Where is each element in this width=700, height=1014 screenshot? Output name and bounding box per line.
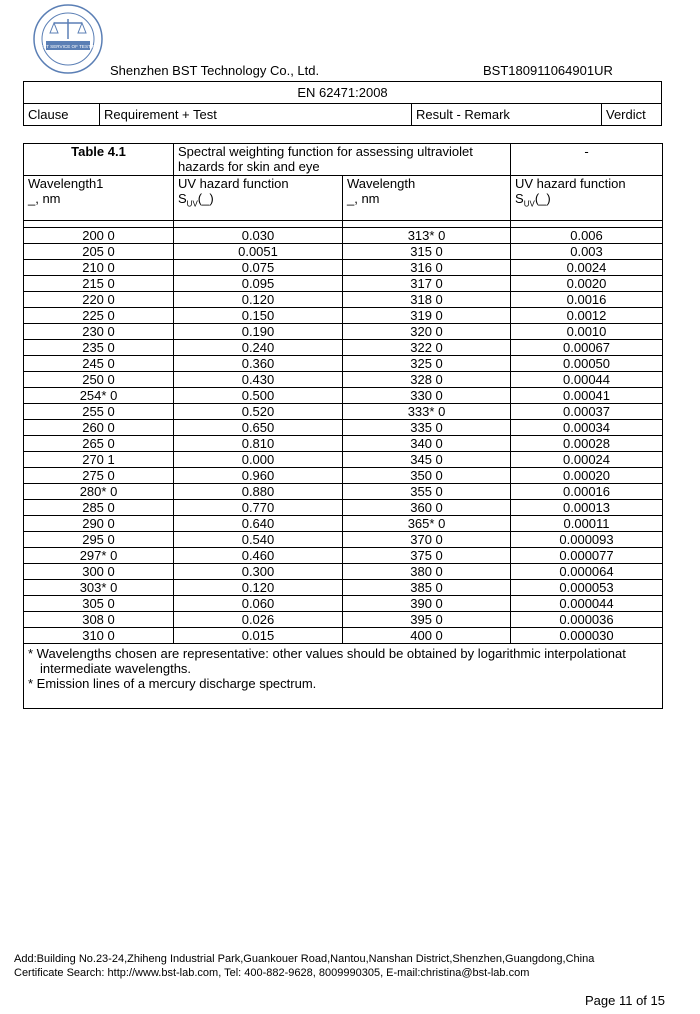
header-uv-hazard-2: UV hazard function $S_{UV}(\_)$ [511, 176, 663, 221]
table-row [24, 484, 663, 500]
table-row [24, 356, 663, 372]
company-name: Shenzhen BST Technology Co., Ltd. [110, 63, 320, 78]
table-cell: 0.810 [174, 436, 343, 452]
report-number: BST180911064901UR [483, 63, 613, 78]
table-cell: 275 0 [24, 468, 174, 484]
table-row [24, 292, 663, 308]
table-cell: 230 0 [24, 324, 174, 340]
svg-text:BEST SERVICE OF TESTING: BEST SERVICE OF TESTING [36, 44, 100, 49]
table-cell: 0.075 [174, 260, 343, 276]
table-cell: 0.000093 [511, 532, 663, 548]
table-cell: 210 0 [24, 260, 174, 276]
table-row [24, 404, 663, 420]
table-cell: 0.000044 [511, 596, 663, 612]
table-cell: 0.500 [174, 388, 343, 404]
table-cell: 395 0 [343, 612, 511, 628]
table-cell: 385 0 [343, 580, 511, 596]
standard-title: EN 62471:2008 [24, 82, 662, 104]
table-cell: 0.095 [174, 276, 343, 292]
table-cell: 280* 0 [24, 484, 174, 500]
table-cell: 215 0 [24, 276, 174, 292]
report-header-table [23, 81, 662, 126]
table-cell: 370 0 [343, 532, 511, 548]
footer-contact: Certificate Search: http://www.bst-lab.com, Tel: 400-882-9628, 8009990305, E-mail:christina@bst-lab.com [14, 967, 530, 979]
table-cell: 333* 0 [343, 404, 511, 420]
table-cell: 380 0 [343, 564, 511, 580]
table-row [24, 228, 663, 244]
page-number: Page 11 of 15 [585, 993, 665, 1008]
table-cell: 390 0 [343, 596, 511, 612]
table-cell: 400 0 [343, 628, 511, 644]
table-cell: 0.0051 [174, 244, 343, 260]
table-row [24, 612, 663, 628]
table-cell: 355 0 [343, 484, 511, 500]
table-cell: 0.000077 [511, 548, 663, 564]
table-row [24, 340, 663, 356]
table-cell: 360 0 [343, 500, 511, 516]
table-row [24, 532, 663, 548]
table-row [24, 564, 663, 580]
table-cell: 220 0 [24, 292, 174, 308]
table-cell: 297* 0 [24, 548, 174, 564]
table-cell: 295 0 [24, 532, 174, 548]
table-cell: 340 0 [343, 436, 511, 452]
table-cell: 0.00034 [511, 420, 663, 436]
table-cell: 0.00016 [511, 484, 663, 500]
table-cell: 0.00037 [511, 404, 663, 420]
table-row [24, 516, 663, 532]
table-cell: 0.540 [174, 532, 343, 548]
table-cell: 0.006 [511, 228, 663, 244]
table-row [24, 596, 663, 612]
table-cell: 303* 0 [24, 580, 174, 596]
table-row [24, 580, 663, 596]
table-label: Table 4.1 [24, 144, 174, 176]
table-cell: 315 0 [343, 244, 511, 260]
col-requirement: Requirement + Test [100, 104, 412, 126]
footer [14, 952, 594, 980]
table-cell: 313* 0 [343, 228, 511, 244]
table-row [24, 276, 663, 292]
table-cell: 0.00024 [511, 452, 663, 468]
table-cell: 0.060 [174, 596, 343, 612]
table-cell: 0.00050 [511, 356, 663, 372]
table-row [24, 260, 663, 276]
table-cell: 0.120 [174, 580, 343, 596]
table-cell: 205 0 [24, 244, 174, 260]
col-result: Result - Remark [412, 104, 602, 126]
company-logo [32, 3, 104, 75]
table-row [24, 308, 663, 324]
table-cell: 0.0024 [511, 260, 663, 276]
table-cell: 0.150 [174, 308, 343, 324]
table-cell: 254* 0 [24, 388, 174, 404]
table-cell: 0.00020 [511, 468, 663, 484]
table-cell: 0.000036 [511, 612, 663, 628]
header-uv-hazard-1: UV hazard function $S_{UV}(\_)$ [174, 176, 343, 221]
table-cell: 225 0 [24, 308, 174, 324]
table-notes: * Wavelengths chosen are representative: other values should be obtained by logarithmic interpolationat intermediate wavelengths. * Emission lines of a mercury discharge spectrum. [24, 644, 663, 709]
table-cell: 255 0 [24, 404, 174, 420]
table-cell: 308 0 [24, 612, 174, 628]
table-cell: 345 0 [343, 452, 511, 468]
table-cell: 0.00011 [511, 516, 663, 532]
table-cell: 0.026 [174, 612, 343, 628]
table-cell: 0.000064 [511, 564, 663, 580]
col-clause: Clause [24, 104, 100, 126]
table-cell: 0.00013 [511, 500, 663, 516]
table-cell: 250 0 [24, 372, 174, 388]
table-cell: 0.015 [174, 628, 343, 644]
table-cell: 0.000030 [511, 628, 663, 644]
table-cell: 0.770 [174, 500, 343, 516]
table-row [24, 628, 663, 644]
table-cell: 290 0 [24, 516, 174, 532]
table-cell: 0.000053 [511, 580, 663, 596]
footer-address: Add:Building No.23-24,Zhiheng Industrial Park,Guankouer Road,Nantou,Nanshan District,Shenzhen,Guangdong,China [14, 953, 595, 965]
table-cell: 316 0 [343, 260, 511, 276]
table-cell: 260 0 [24, 420, 174, 436]
table-cell: 0.300 [174, 564, 343, 580]
table-cell: 375 0 [343, 548, 511, 564]
table-verdict: - [511, 144, 663, 176]
table-title: Spectral weighting function for assessing ultraviolet hazards for skin and eye [174, 144, 511, 176]
table-row [24, 500, 663, 516]
table-cell: 0.520 [174, 404, 343, 420]
table-cell: 0.0016 [511, 292, 663, 308]
table-row [24, 452, 663, 468]
table-cell: 0.00044 [511, 372, 663, 388]
table-cell: 0.0020 [511, 276, 663, 292]
table-cell: 0.003 [511, 244, 663, 260]
table-row [24, 388, 663, 404]
table-cell: 265 0 [24, 436, 174, 452]
header-wavelength-1: Wavelength1 _, nm [24, 176, 174, 221]
table-cell: 0.430 [174, 372, 343, 388]
table-cell: 310 0 [24, 628, 174, 644]
table-cell: 0.00028 [511, 436, 663, 452]
table-cell: 245 0 [24, 356, 174, 372]
table-cell: 0.030 [174, 228, 343, 244]
table-cell: 0.000 [174, 452, 343, 468]
table-cell: 285 0 [24, 500, 174, 516]
table-cell: 319 0 [343, 308, 511, 324]
table-cell: 318 0 [343, 292, 511, 308]
table-row [24, 548, 663, 564]
table-row [24, 468, 663, 484]
table-cell: 0.190 [174, 324, 343, 340]
table-cell: 0.0010 [511, 324, 663, 340]
table-cell: 365* 0 [343, 516, 511, 532]
table-cell: 0.640 [174, 516, 343, 532]
table-cell: 0.00041 [511, 388, 663, 404]
table-cell: 0.650 [174, 420, 343, 436]
table-cell: 350 0 [343, 468, 511, 484]
table-cell: 320 0 [343, 324, 511, 340]
table-cell: 325 0 [343, 356, 511, 372]
table-row [24, 324, 663, 340]
table-cell: 328 0 [343, 372, 511, 388]
table-cell: 0.360 [174, 356, 343, 372]
table-cell: 305 0 [24, 596, 174, 612]
table-cell: 235 0 [24, 340, 174, 356]
table-cell: 335 0 [343, 420, 511, 436]
table-cell: 0.240 [174, 340, 343, 356]
table-cell: 330 0 [343, 388, 511, 404]
table-cell: 0.460 [174, 548, 343, 564]
table-cell: 0.0012 [511, 308, 663, 324]
table-cell: 0.880 [174, 484, 343, 500]
table-row [24, 436, 663, 452]
table-cell: 0.00067 [511, 340, 663, 356]
table-row [24, 420, 663, 436]
table-cell: 300 0 [24, 564, 174, 580]
table-cell: 317 0 [343, 276, 511, 292]
table-cell: 322 0 [343, 340, 511, 356]
table-cell: 200 0 [24, 228, 174, 244]
table-cell: 0.120 [174, 292, 343, 308]
table-row [24, 372, 663, 388]
uv-hazard-table [23, 143, 663, 709]
col-verdict: Verdict [602, 104, 662, 126]
table-row [24, 244, 663, 260]
table-cell: 0.960 [174, 468, 343, 484]
header-wavelength-2: Wavelength _, nm [343, 176, 511, 221]
table-cell: 270 1 [24, 452, 174, 468]
